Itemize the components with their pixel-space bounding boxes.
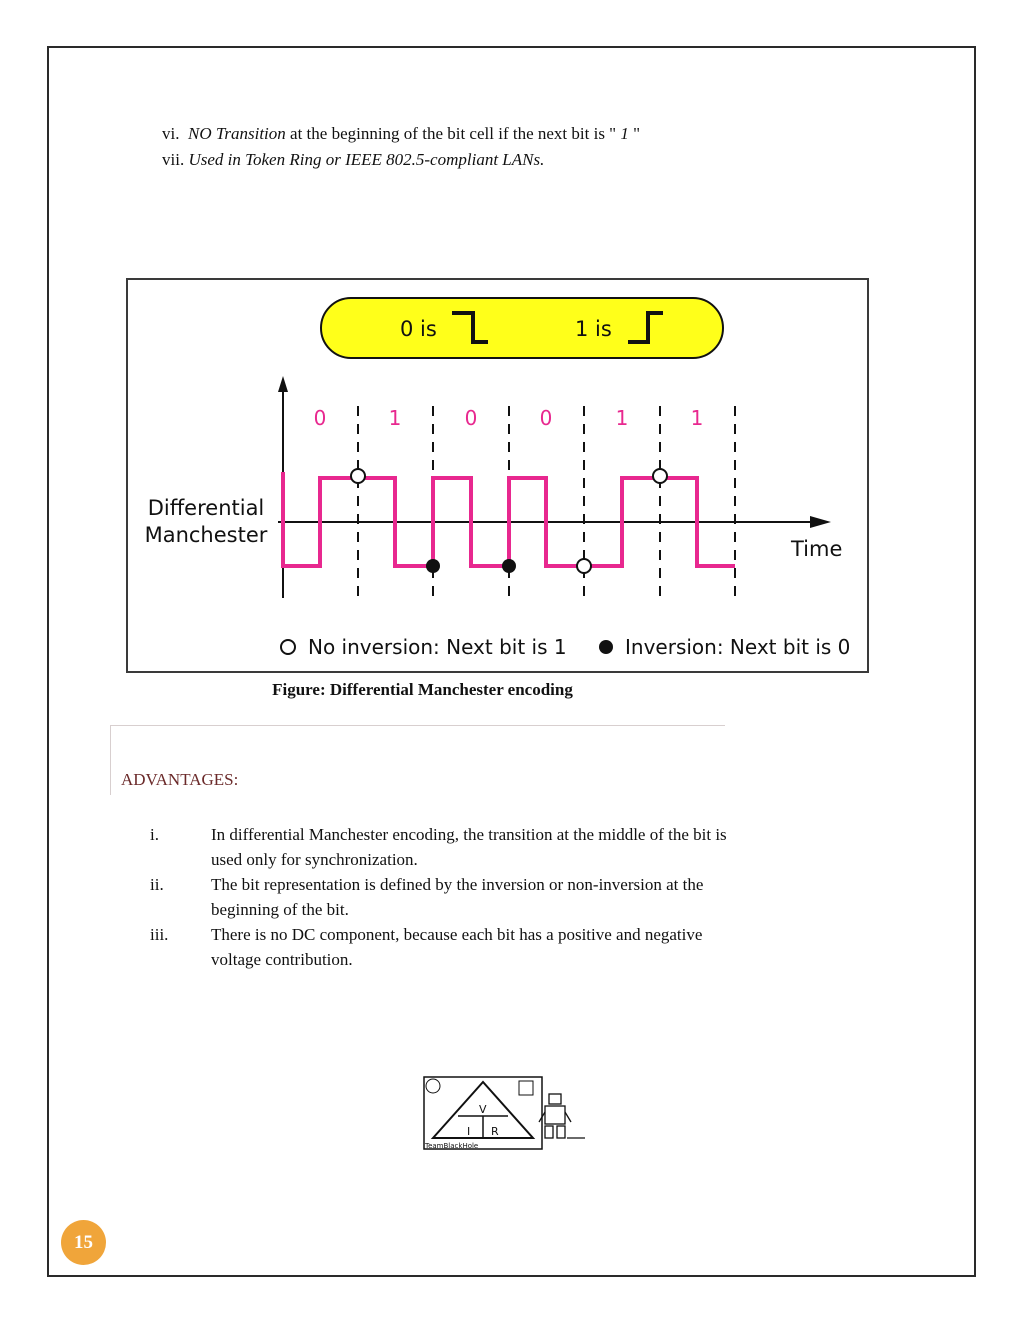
inversion-marker: [426, 559, 440, 573]
bit-label: 1: [615, 406, 629, 430]
item-text: In differential Manchester encoding, the transition at the middle of the bit is used only for synchronization.: [211, 825, 727, 869]
italic-term: NO Transition: [187, 124, 286, 143]
no-inversion-marker: [653, 469, 667, 483]
logo-wordmark: TeamBlackHole: [425, 1142, 479, 1150]
legend-pill: [321, 298, 723, 358]
item-number: vi.: [162, 124, 180, 143]
advantages-list: [150, 822, 730, 972]
item-number: vii.: [162, 150, 185, 169]
team-logo-graphic: [423, 1076, 593, 1156]
item-text: The bit representation is defined by the inversion or non-inversion at the beginning of the bit.: [211, 875, 704, 919]
logo-letter: R: [491, 1125, 499, 1138]
legend-one-label: 1 is: [575, 317, 612, 341]
team-logo: [423, 1076, 593, 1161]
time-axis-arrow-icon: [810, 516, 831, 528]
no-inversion-marker: [577, 559, 591, 573]
time-label: Time: [791, 537, 843, 561]
item-tail: ": [628, 124, 641, 143]
list-item: [150, 922, 730, 972]
bit-label: 0: [539, 406, 553, 430]
item-text: at the beginning of the bit cell if the next bit is ": [285, 124, 621, 143]
manchester-figure: [126, 278, 869, 673]
signal-waveform: [283, 472, 735, 566]
signal-label: Differential: [147, 496, 265, 520]
bit-label: 1: [690, 406, 704, 430]
list-item: [150, 822, 730, 872]
intro-list: [162, 121, 640, 173]
filled-circle-icon: [599, 640, 613, 654]
no-inversion-legend: No inversion: Next bit is 1: [308, 635, 567, 659]
item-number: ii.: [150, 875, 164, 894]
legend-zero-label: 0 is: [400, 317, 437, 341]
manchester-diagram: [128, 280, 871, 675]
section-divider: [110, 725, 725, 726]
advantages-heading: ADVANTAGES:: [121, 770, 239, 789]
inversion-marker: [502, 559, 516, 573]
item-number: iii.: [150, 925, 169, 944]
item-number: i.: [150, 825, 159, 844]
logo-letter: V: [479, 1103, 487, 1116]
inversion-legend: Inversion: Next bit is 0: [625, 635, 851, 659]
bit-label: 0: [464, 406, 478, 430]
figure-caption: Figure: Differential Manchester encoding: [272, 680, 573, 699]
no-inversion-marker: [351, 469, 365, 483]
section-divider: [110, 725, 111, 795]
item-text: Used in Token Ring or IEEE 802.5-compliant LANs.: [188, 150, 545, 169]
logo-letter: I: [467, 1125, 471, 1138]
y-axis-arrow-icon: [278, 376, 288, 392]
bit-label: 0: [313, 406, 327, 430]
robot-icon: [539, 1094, 585, 1138]
intro-item-vii: [162, 147, 640, 173]
open-circle-icon: [281, 640, 295, 654]
bit-value: 1: [620, 124, 629, 143]
intro-item-vi: [162, 121, 640, 147]
item-text: There is no DC component, because each bit has a positive and negative voltage contribution.: [211, 925, 703, 969]
list-item: [150, 872, 730, 922]
bit-label: 1: [388, 406, 402, 430]
signal-label: Manchester: [144, 523, 268, 547]
page-number-badge: 15: [61, 1220, 106, 1265]
